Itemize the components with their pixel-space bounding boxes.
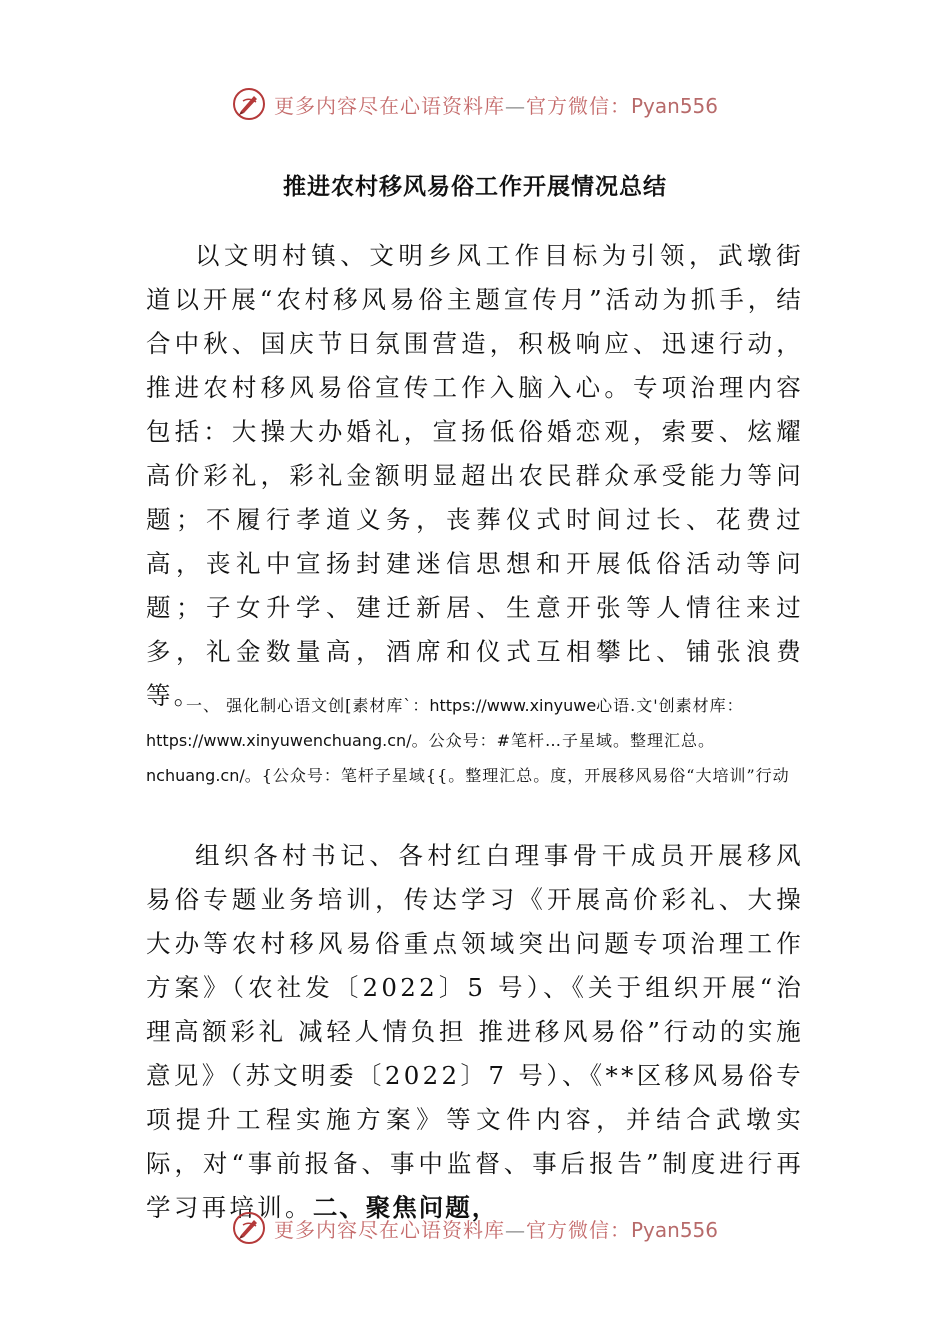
section-heading-2: 二、聚焦问题， [312, 1193, 499, 1222]
paragraph-intro: 以文明村镇、文明乡风工作目标为引领，武墩街道以开展“农村移风易俗主题宣传月”活动为抓手，结合中秋、国庆节日氛围营造，积极响应、迅速行动，推进农村移风易俗宣传工作入脑入心。专项治理内容包括：大操大办婚礼，宣扬低俗婚恋观，索要、炫耀高价彩礼，彩礼金额明显超出农民群众承受能力等问题；不履行孝道义务，丧葬仪式时间过长、花费过高，丧礼中宣扬封建迷信思想和开展低俗活动等问题；子女升学、建迁新居、生意开张等人情往来过多，礼金数量高，酒席和仪式互相攀比、铺张浪费等。 [146, 241, 804, 710]
logo-icon [232, 1211, 266, 1245]
watermark-footer [0, 1206, 950, 1250]
watermark-text: 更多内容尽在心语资料库—官方微信：Pyan556 [273, 93, 718, 118]
paragraph-training: 组织各村书记、各村红白理事骨干成员开展移风易俗专题业务培训，传达学习《开展高价彩礼、大操大办等农村移风易俗重点领域突出问题专项治理工作方案》（农社发〔2022〕5 号）、《关于组织开展“治理高额彩礼 减轻人情负担 推进移风易俗”行动的实施意见》（苏文明委〔2022〕7 号）、《**区移风易俗专项提升工程实施方案》等文件内容，并结合武墩实际，对“事前报备、事中监督、事后报告”制度进行再学习再培训。二、聚焦问题， [146, 841, 804, 1222]
watermark-text: 更多内容尽在心语资料库—官方微信：Pyan556 [273, 1217, 718, 1242]
watermark-header [0, 82, 950, 126]
page-title: 推进农村移风易俗工作开展情况总结 [283, 174, 667, 200]
logo-icon [232, 87, 266, 121]
section-heading-1: 一、 强化制心语文创[素材库`：https://www.xinyuwe心语.文'创素材库：https://www.xinyuwenchuang.cn/。公众号：#笔杆…子星域。整理汇总。nchuang.cn/。{公众号：笔杆子星域{{。整理汇总。度，开展移风易俗“大培训”行动 [146, 696, 790, 785]
